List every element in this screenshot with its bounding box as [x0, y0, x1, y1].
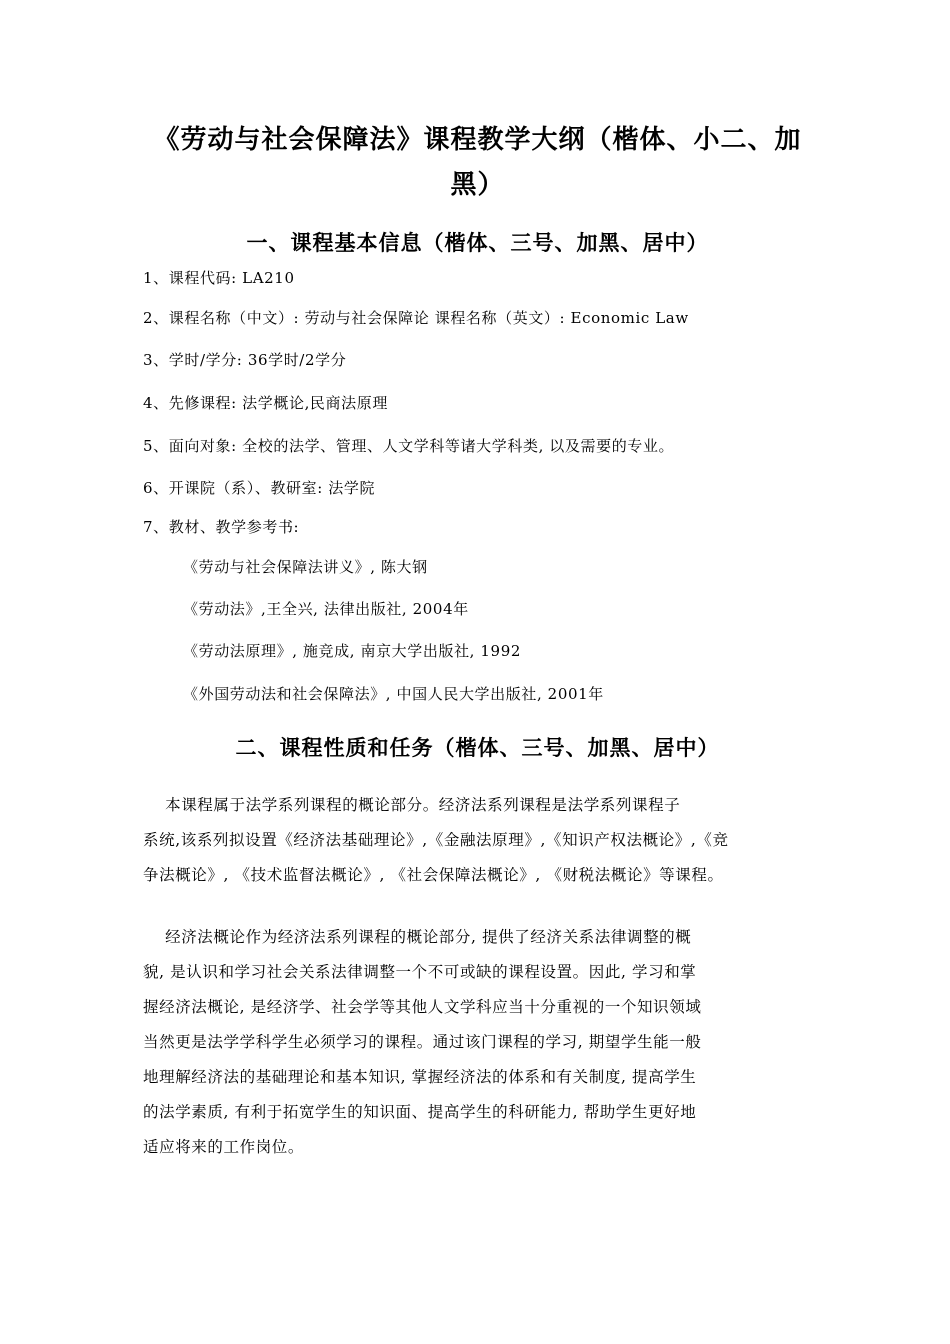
title-line-1: 《劳动与社会保障法》课程教学大纲（楷体、小二、加	[153, 125, 802, 155]
paragraph-line: 经济法概论作为经济法系列课程的概论部分, 提供了经济关系法律调整的概	[143, 928, 692, 946]
info-audience: 5、面向对象: 全校的法学、管理、人文学科等诸大学科类, 以及需要的专业。	[143, 437, 675, 455]
section-1-heading: 一、课程基本信息（楷体、三号、加黑、居中）	[246, 231, 709, 255]
paragraph-line: 争法概论》, 《技术监督法概论》, 《社会保障法概论》, 《财税法概论》等课程。	[143, 866, 724, 884]
section-2-heading: 二、课程性质和任务（楷体、三号、加黑、居中）	[235, 736, 720, 760]
info-textbooks: 7、教材、教学参考书:	[143, 518, 300, 536]
paragraph-line: 系统,该系列拟设置《经济法基础理论》,《金融法原理》,《知识产权法概论》,《竞	[143, 831, 729, 849]
info-prerequisites: 4、先修课程: 法学概论,民商法原理	[143, 394, 388, 412]
document-title	[140, 118, 815, 208]
reference-item: 《劳动法》,王全兴, 法律出版社, 2004年	[183, 600, 469, 618]
info-course-name: 2、课程名称（中文）: 劳动与社会保障论 课程名称（英文）: Economic Law	[143, 309, 689, 327]
title-line-2: 黑）	[450, 170, 505, 200]
reference-item: 《劳动法原理》, 施竞成, 南京大学出版社, 1992	[183, 642, 521, 660]
paragraph-line: 当然更是法学学科学生必须学习的课程。通过该门课程的学习, 期望学生能一般	[143, 1033, 702, 1051]
info-department: 6、开课院（系）、教研室: 法学院	[143, 479, 376, 497]
paragraph-line: 的法学素质, 有利于拓宽学生的知识面、提高学生的科研能力, 帮助学生更好地	[143, 1103, 697, 1121]
reference-item: 《劳动与社会保障法讲义》, 陈大钢	[183, 558, 428, 576]
paragraph-line: 本课程属于法学系列课程的概论部分。经济法系列课程是法学系列课程子	[143, 796, 681, 814]
paragraph-line: 貌, 是认识和学习社会关系法律调整一个不可或缺的课程设置。因此, 学习和掌	[143, 963, 697, 981]
paragraph-line: 握经济法概论, 是经济学、社会学等其他人文学科应当十分重视的一个知识领域	[143, 998, 702, 1016]
info-course-code: 1、课程代码: LA210	[143, 269, 295, 287]
paragraph-line: 适应将来的工作岗位。	[143, 1138, 305, 1156]
paragraph-line: 地理解经济法的基础理论和基本知识, 掌握经济法的体系和有关制度, 提高学生	[143, 1068, 697, 1086]
section-2-paragraph-2	[143, 920, 813, 1165]
section-2-paragraph-1	[143, 788, 813, 893]
reference-item: 《外国劳动法和社会保障法》, 中国人民大学出版社, 2001年	[183, 685, 604, 703]
info-hours-credits: 3、学时/学分: 36学时/2学分	[143, 351, 347, 369]
